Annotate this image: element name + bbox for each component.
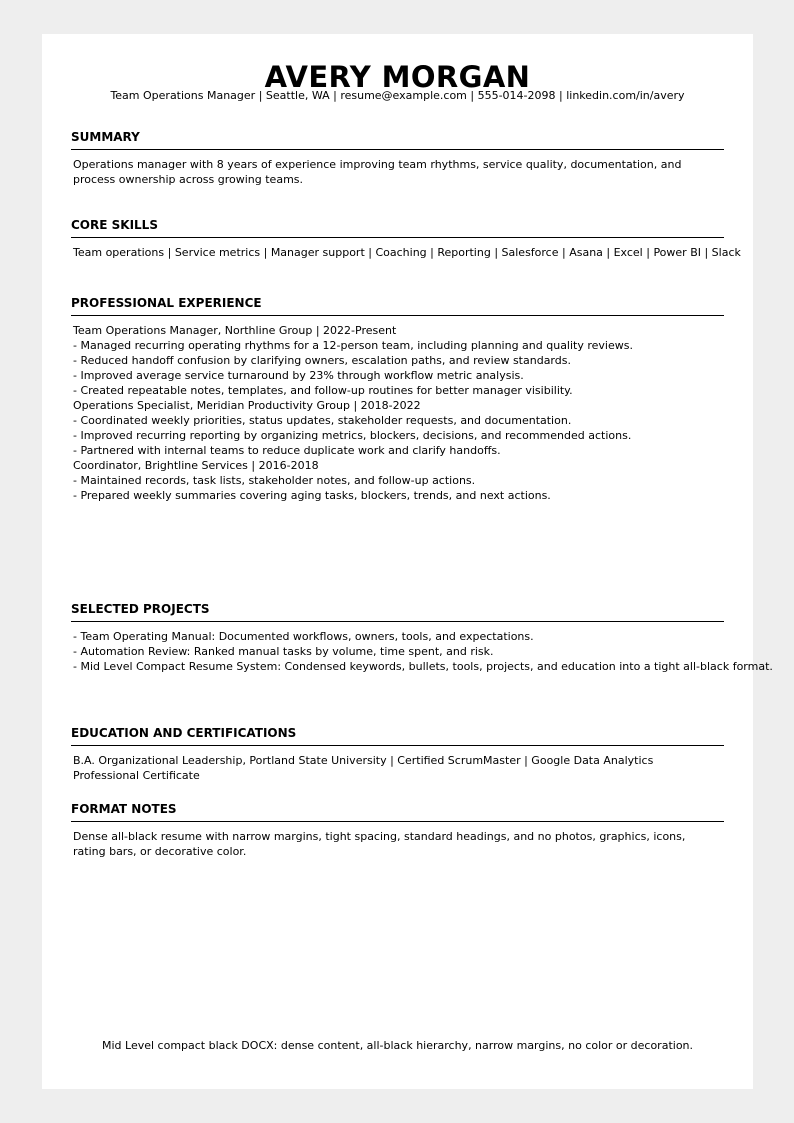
job-bullet: - Prepared weekly summaries covering aging tasks, blockers, trends, and next actions. — [73, 489, 551, 502]
projects-heading: SELECTED PROJECTS — [71, 602, 724, 622]
summary-section — [71, 130, 724, 187]
project-item: - Automation Review: Ranked manual tasks by volume, time spent, and risk. — [73, 645, 494, 658]
experience-section — [71, 296, 724, 503]
projects-section — [71, 602, 773, 674]
job-bullet: - Managed recurring operating rhythms for a 12-person team, including planning and quality reviews. — [73, 339, 633, 352]
projects-list — [71, 629, 773, 674]
format-notes-heading: FORMAT NOTES — [71, 802, 724, 822]
experience-heading: PROFESSIONAL EXPERIENCE — [71, 296, 724, 316]
project-item: - Team Operating Manual: Documented workflows, owners, tools, and expectations. — [73, 630, 534, 643]
job-bullet: - Coordinated weekly priorities, status updates, stakeholder requests, and documentation. — [73, 414, 572, 427]
job-bullet: - Reduced handoff confusion by clarifying owners, escalation paths, and review standards. — [73, 354, 571, 367]
summary-heading: SUMMARY — [71, 130, 724, 150]
job-title: Coordinator, Brightline Services | 2016-2018 — [73, 459, 319, 472]
skills-section — [71, 218, 741, 260]
education-section — [71, 726, 724, 783]
job-bullet: - Improved recurring reporting by organizing metrics, blockers, decisions, and recommended actions. — [73, 429, 632, 442]
project-item: - Mid Level Compact Resume System: Condensed keywords, bullets, tools, projects, and education into a tight all-black format. — [73, 660, 773, 673]
footer-note: Mid Level compact black DOCX: dense content, all-black hierarchy, narrow margins, no color or decoration. — [101, 1039, 694, 1052]
education-heading: EDUCATION AND CERTIFICATIONS — [71, 726, 724, 746]
education-text: B.A. Organizational Leadership, Portland State University | Certified ScrumMaster | Google Data Analytics Professional Certificate — [73, 754, 654, 782]
skills-heading: CORE SKILLS — [71, 218, 724, 238]
experience-list — [71, 323, 724, 503]
summary-text: Operations manager with 8 years of experience improving team rhythms, service quality, documentation, and process ownership across growing teams. — [73, 158, 682, 186]
format-notes-section — [71, 802, 724, 859]
job-bullet: - Maintained records, task lists, stakeholder notes, and follow-up actions. — [73, 474, 476, 487]
resume-page — [42, 34, 773, 1089]
candidate-name: AVERY MORGAN — [264, 60, 531, 94]
job-bullet: - Partnered with internal teams to reduce duplicate work and clarify handoffs. — [73, 444, 501, 457]
job-title: Operations Specialist, Meridian Productivity Group | 2018-2022 — [73, 399, 421, 412]
format-notes-text: Dense all-black resume with narrow margins, tight spacing, standard headings, and no photos, graphics, icons, rating bars, or decorative color. — [73, 830, 686, 858]
job-title: Team Operations Manager, Northline Group | 2022-Present — [73, 324, 397, 337]
job-bullet: - Improved average service turnaround by 23% through workflow metric analysis. — [73, 369, 524, 382]
job-bullet: - Created repeatable notes, templates, and follow-up routines for better manager visibility. — [73, 384, 573, 397]
contact-line: Team Operations Manager | Seattle, WA | resume@example.com | 555-014-2098 | linkedin.com/in/avery — [110, 89, 685, 102]
skills-text: Team operations | Service metrics | Manager support | Coaching | Reporting | Salesforce | Asana | Excel | Power BI | Slack — [73, 246, 741, 259]
